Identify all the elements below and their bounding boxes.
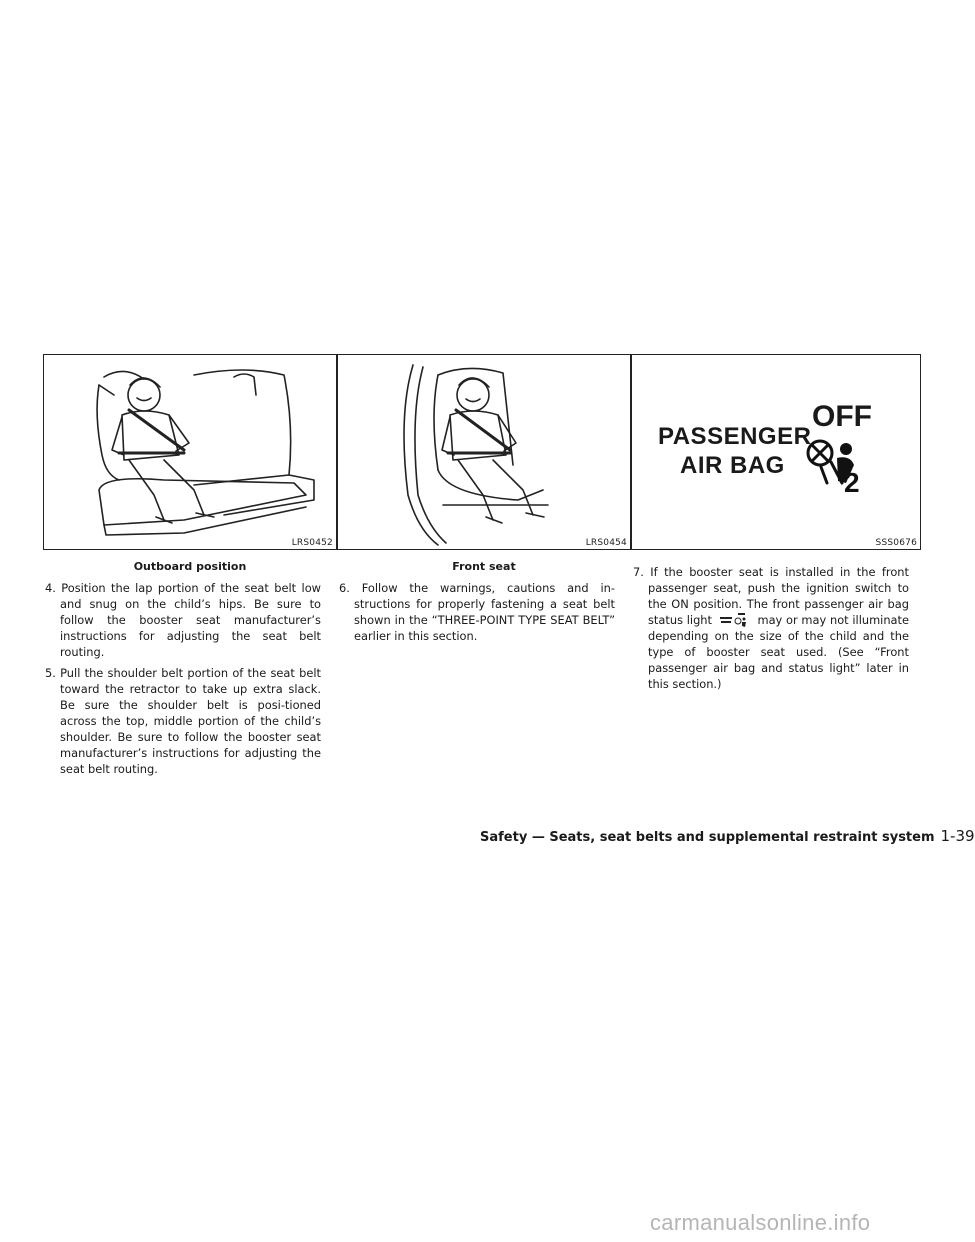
- figure-air-bag-status-light: [631, 354, 921, 550]
- sign-status: OFF: [812, 400, 872, 433]
- item-number: 6.: [339, 581, 350, 595]
- figure-code: LRS0454: [585, 538, 627, 548]
- list-item: [45, 665, 321, 777]
- column-1: [45, 580, 321, 782]
- watermark: carmanualsonline.info: [650, 1210, 871, 1235]
- passenger-air-bag-off-icon: [632, 355, 922, 549]
- page-footer: [480, 827, 975, 845]
- item-text: Position the lap portion of the seat belt low and snug on the child’s hips. Be sure to follow the booster seat manufacturer’s instructions for adjusting the seat belt routing.: [60, 581, 321, 659]
- list-item: [339, 580, 615, 644]
- figure-caption: Front seat: [452, 560, 516, 573]
- section-title: Safety — Seats, seat belts and supplemental restraint system: [480, 830, 935, 845]
- list-item: [633, 564, 909, 692]
- list-item: [45, 580, 321, 660]
- column-3: [633, 564, 909, 697]
- child-booster-seat-front-illustration: [338, 355, 630, 549]
- figure-code: SSS0676: [875, 538, 917, 548]
- item-text: Follow the warnings, cautions and in-structions for properly fastening a seat belt shown in the “THREE-POINT TYPE SEAT BELT” earlier in this section.: [354, 581, 615, 643]
- item-number: 5.: [45, 666, 56, 680]
- svg-text:2: 2: [844, 467, 860, 498]
- item-text-before-icon: If the booster seat is installed in the front passenger seat, push the ignition switch to the ON position. The front passenger air bag status light: [648, 565, 909, 627]
- column-2: [339, 580, 615, 649]
- child-booster-seat-outboard-illustration: [44, 355, 336, 549]
- figure-front-seat: [337, 354, 631, 550]
- item-number: 7.: [633, 565, 644, 579]
- item-text-after-icon: may or may not illuminate depending on the size of the child and the type of booster seat used. (See “Front passenger air bag and status light” later in this section.): [648, 613, 910, 691]
- figure-caption: Outboard position: [133, 560, 247, 573]
- item-text: Pull the shoulder belt portion of the seat belt toward the retractor to take up extra slack. Be sure the shoulder belt is posi-tioned across the top, middle portion of the child’s shoulder. Be sure to follow the booster seat manufacturer’s instructions for adjusting the seat belt routing.: [60, 666, 322, 776]
- sign-line-2: AIR BAG: [680, 452, 785, 479]
- page-number: 1-39: [940, 827, 975, 845]
- figure-code: LRS0452: [291, 538, 333, 548]
- sign-line-1: PASSENGER: [658, 423, 812, 450]
- figure-outboard-position: [43, 354, 337, 550]
- item-number: 4.: [45, 581, 56, 595]
- passenger-air-bag-off-icon: [720, 613, 750, 627]
